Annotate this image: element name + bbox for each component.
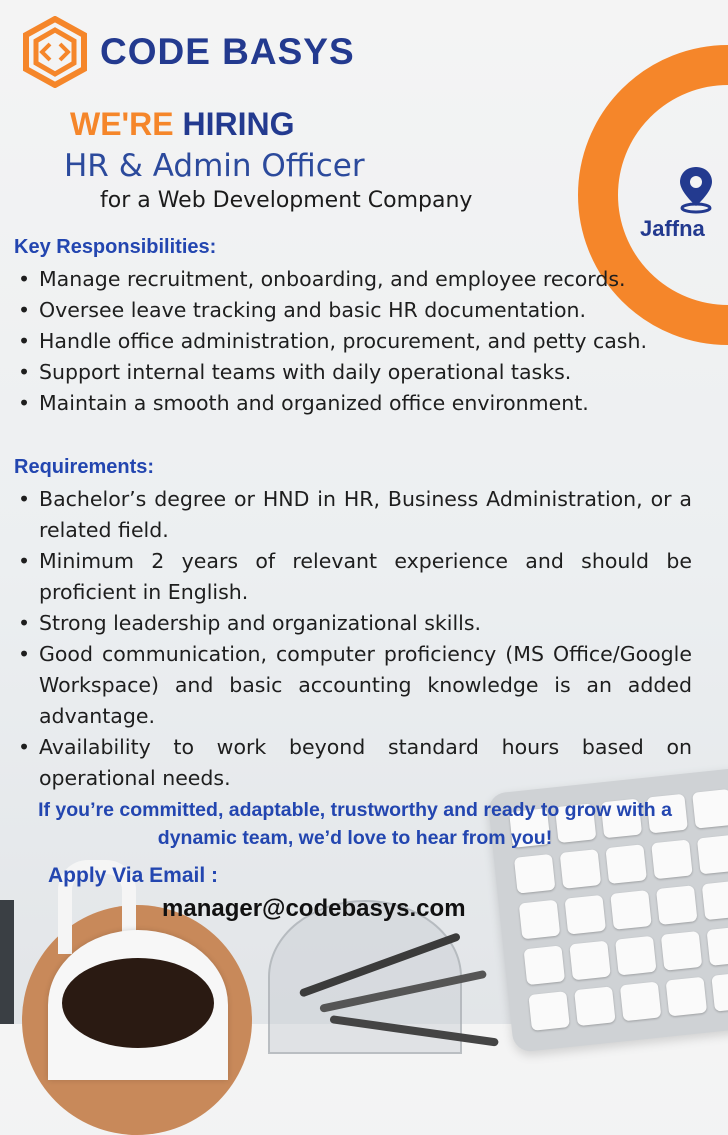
list-item: • Good communication, computer proficiency (MS Office/Google Workspace) and basic accounting knowledge is an added advantage. [14, 639, 692, 732]
location-city: Jaffna [640, 216, 705, 241]
hexagon-logo-icon [22, 16, 88, 88]
decorative-edge [0, 900, 14, 1024]
hiring-headline [70, 106, 295, 143]
hiring-word-hiring: HIRING [182, 106, 295, 142]
list-item: • Manage recruitment, onboarding, and employee records. [14, 264, 692, 295]
apply-label: Apply Via Email : [48, 864, 218, 887]
coffee-image [62, 958, 214, 1048]
job-title: HR & Admin Officer [64, 148, 365, 184]
list-item: • Minimum 2 years of relevant experience and should be proficient in English. [14, 546, 692, 608]
list-item: • Handle office administration, procurement, and petty cash. [14, 326, 692, 357]
requirements-heading: Requirements: [14, 456, 155, 478]
closing-message: If you’re committed, adaptable, trustworthy and ready to grow with a dynamic team, we’d love to hear from you! [38, 799, 672, 849]
hiring-word-were: WE'RE [70, 106, 174, 142]
list-item: • Strong leadership and organizational skills. [14, 608, 692, 639]
list-item: • Maintain a smooth and organized office environment. [14, 388, 692, 419]
responsibilities-heading: Key Responsibilities: [14, 236, 217, 258]
list-item: • Bachelor’s degree or HND in HR, Business Administration, or a related field. [14, 484, 692, 546]
company-logo [22, 16, 355, 88]
location-pin-icon [674, 164, 718, 214]
job-subtitle: for a Web Development Company [100, 188, 473, 213]
requirements-list [14, 484, 692, 794]
list-item: • Support internal teams with daily operational tasks. [14, 357, 692, 388]
location-badge [640, 164, 728, 242]
apply-email[interactable]: manager@codebasys.com [162, 895, 466, 922]
list-item: • Oversee leave tracking and basic HR documentation. [14, 295, 692, 326]
logo-text: CODE BASYS [100, 31, 355, 72]
list-item: • Availability to work beyond standard hours based on operational needs. [14, 732, 692, 794]
responsibilities-list [14, 264, 692, 419]
